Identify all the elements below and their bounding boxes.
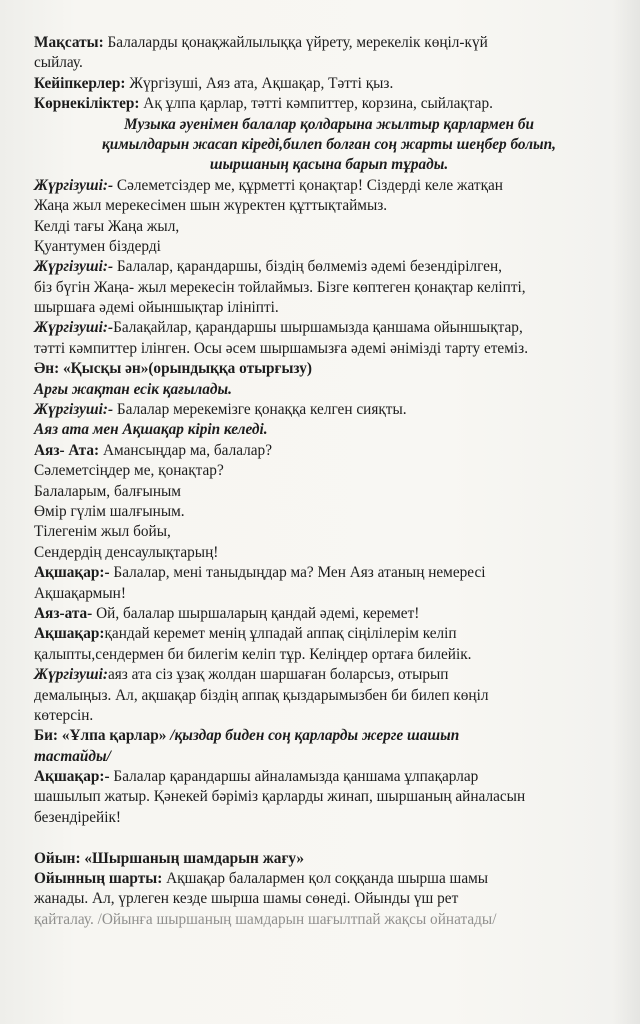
goal-label: Мақсаты: [34, 34, 104, 51]
section-spacer [34, 828, 624, 848]
host-rest-line-3: көтерсін. [34, 706, 94, 724]
host-guests-line [34, 400, 624, 420]
characters-line [34, 74, 624, 94]
host-guests-text: Балалар мерекемізге қонаққа келген сияқты. [113, 401, 407, 419]
host-room-line-1 [34, 257, 624, 277]
characters-label: Кейіпкерлер: [34, 74, 126, 92]
host-speaker: Жүргізуші:- [34, 319, 114, 337]
host-rest-line-2: демалыңыз. Ал, ақшақар біздің аппақ қыздарымызбен би билеп көңіл [34, 686, 489, 704]
akshakar-dance-line-1 [34, 624, 624, 644]
host-tree-line-2: тәтті кәмпиттер ілінген. Осы әсем шыршамызға әдемі әнімізді тарту етеміз. [34, 339, 529, 357]
host-greeting-line-2: Жаңа жыл мерекесімен шын жүректен құттықтаймыз. [34, 197, 388, 215]
akshakar-intro-text: Балалар, мені таныдыңдар ма? Мен Аяз атаның немересі [109, 564, 486, 582]
akshakar-snow-line-1 [34, 767, 624, 787]
song-title: Ән: «Қысқы ән»(орындыққа отырғызу) [34, 360, 312, 378]
ayaz-speaker: Аяз-ата- [34, 604, 93, 622]
host-room-text: Балалар, қарандаршы, біздің бөлмеміз әдемі безендірілген, [113, 258, 502, 276]
goal-text: Балаларды қонақжайлылыққа үйрету, мерекелік көңіл-күй [103, 34, 488, 51]
akshakar-dance-line-2: қалыпты,сендермен би билегім келіп тұр. Келіңдер ортаға билейік. [34, 645, 472, 663]
dance-direction: /қыздар биден соң қарларды жерге шашып [170, 727, 460, 745]
dance-title: Би: «Ұлпа қарлар» [34, 727, 171, 745]
akshakar-dance-text: қандай керемет менің ұлпадай аппақ сіңілілерім келіп [104, 625, 457, 643]
host-speaker: Жүргізуші:- [34, 258, 114, 276]
stage-direction-line-2: қимылдарын жасап кіреді,билеп болған соң жарты шеңбер болып, [102, 135, 556, 153]
host-room-line-3: шыршаға әдемі ойыншықтар ілініпті. [34, 299, 279, 317]
ayaz-greeting-text: Амансыңдар ма, балалар? [99, 441, 272, 459]
game-rules-line-1 [34, 869, 624, 889]
dance-direction-cont: тастайды/ [34, 747, 111, 765]
host-speaker: Жүргізуші:- [34, 176, 114, 194]
enter-direction: Аяз ата мен Ақшақар кіріп келеді. [34, 421, 268, 439]
knock-direction: Арғы жақтан есік қағылады. [34, 380, 232, 398]
goal-line [34, 33, 624, 53]
ayaz-greeting-line-4: Өмір гүлім шалғыным. [34, 502, 185, 520]
host-greeting-line-4: Қуантумен біздерді [34, 237, 161, 255]
akshakar-speaker: Ақшақар:- [34, 768, 110, 786]
page-edge-shadow [612, 0, 640, 1024]
props-label: Көрнекіліктер: [34, 95, 140, 113]
document-text [34, 33, 624, 930]
host-speaker: Жүргізуші: [34, 666, 108, 684]
host-tree-text: Балақайлар, қарандаршы шыршамызда қаншама ойыншықтар, [113, 319, 523, 337]
akshakar-snow-line-3: безендірейік! [34, 808, 122, 826]
game-rules-line-3: қайталау. /Ойынға шыршаның шамдарын шағылтпай жақсы ойнатады/ [34, 910, 497, 928]
host-rest-line-1 [34, 665, 624, 685]
props-text: Ақ ұлпа қарлар, тәтті кәмпиттер, корзина, сыйлақтар. [139, 95, 493, 113]
ayaz-greeting-line-6: Сендердің денсаулықтарың! [34, 543, 219, 561]
props-line [34, 94, 624, 114]
host-greeting-line-3: Келді тағы Жаңа жыл, [34, 217, 180, 235]
host-room-line-2: біз бүгін Жаңа- жыл мерекесін тойлаймыз. Бізге көптеген қонақтар келіпті, [34, 278, 526, 296]
characters-text: Жүргізуші, Аяз ата, Ақшақар, Тәтті қыз. [125, 74, 394, 92]
akshakar-snow-line-2: шашылып жатыр. Қәнекей бәріміз қарларды жинап, шыршаның айналасын [34, 788, 526, 806]
akshakar-intro-line-1 [34, 563, 624, 583]
host-greeting-text: Сәлеметсіздер ме, құрметті қонақтар! Сіздерді келе жатқан [113, 176, 503, 194]
host-greeting-line-1 [34, 176, 624, 196]
ayaz-greeting-line-3: Балаларым, балғыным [34, 482, 181, 500]
ayaz-tree-text: Ой, балалар шыршаларың қандай әдемі, керемет! [92, 604, 420, 622]
game-rules-text: Ақшақар балалармен қол соққанда шырша шамы [162, 870, 489, 888]
host-speaker: Жүргізуші:- [34, 401, 114, 419]
game-rules-line-2: жанады. Ал, үрлеген кезде шырша шамы сөнеді. Ойынды үш рет [34, 890, 459, 908]
game-rules-label: Ойынның шарты: [34, 870, 163, 888]
stage-direction-line-3: шыршаның қасына барып тұрады. [209, 156, 449, 174]
ayaz-speaker: Аяз- Ата: [34, 441, 100, 459]
akshakar-intro-line-2: Ақшақармын! [34, 584, 126, 602]
stage-direction-line-1: Музыка әуенімен балалар қолдарына жылтыр қарлармен би [124, 115, 534, 133]
goal-line-cont: сыйлау. [34, 54, 83, 72]
game-title: Ойын: «Шыршаның шамдарын жағу» [34, 849, 305, 867]
ayaz-greeting-line-1 [34, 441, 624, 461]
host-tree-line-1 [34, 318, 624, 338]
ayaz-greeting-line-2: Сәлеметсіңдер ме, қонақтар? [34, 462, 224, 480]
akshakar-speaker: Ақшақар:- [34, 564, 110, 582]
dance-title-line [34, 726, 624, 746]
ayaz-tree-line [34, 604, 624, 624]
akshakar-snow-text: Балалар қарандаршы айналамызда қаншама ұлпақарлар [109, 768, 479, 786]
host-rest-text: аяз ата сіз ұзақ жолдан шаршаған боларсыз, отырып [107, 666, 449, 684]
akshakar-speaker: Ақшақар: [34, 625, 105, 643]
ayaz-greeting-line-5: Тілегенім жыл бойы, [34, 523, 171, 541]
